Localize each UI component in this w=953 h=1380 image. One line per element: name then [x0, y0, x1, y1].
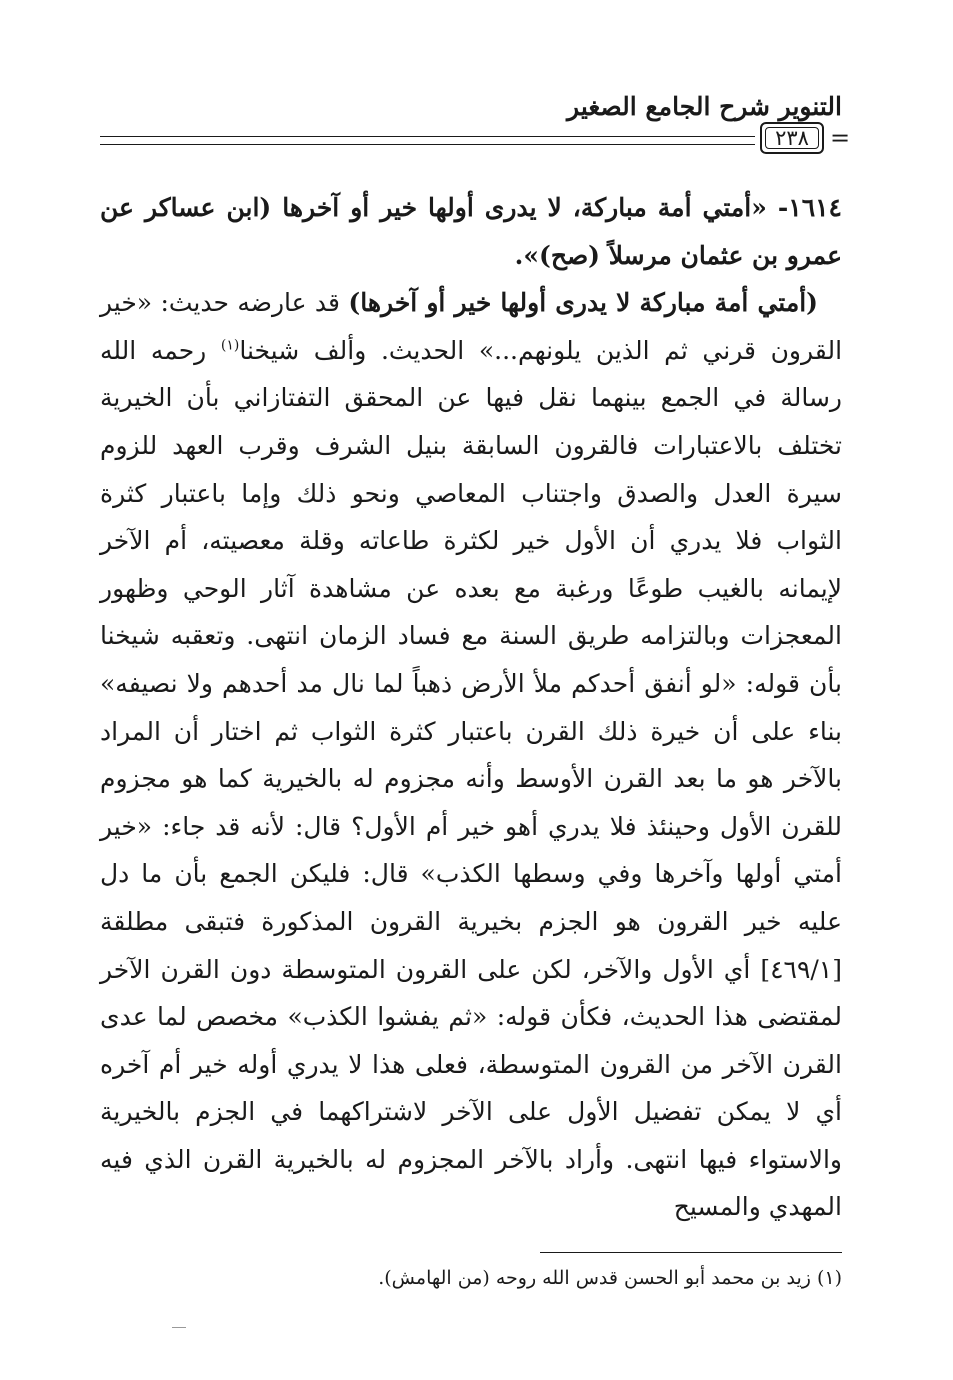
running-title: التنوير شرح الجامع الصغير — [567, 92, 842, 121]
page-number: ٢٣٨ — [775, 126, 809, 150]
hadith-text: «أمتي أمة مباركة، لا يدرى أولها خير أو آخرها (ابن عساكر عن عمرو بن عثمان مرسلاً (صح)». — [100, 193, 842, 270]
page-number-box — [760, 122, 824, 154]
commentary-paragraph — [100, 279, 842, 1231]
commentary-part-2: رحمه الله رسالة في الجمع بينهما نقل فيها عن المحقق التفتازاني بأن الخيرية تختلف بالاعتبارات فالقرون السابقة بنيل الشرف وقرب العهد للزوم سيرة العدل والصدق واجتناب المعاصي ونحو ذلك وإما باعتبار كثرة الثواب فلا يدري أن الأول خير لكثرة طاعاته وقلة معصيته، أم الآخر لإيمانه بالغيب طوعًا ورغبة مع بعده عن مشاهدة آثار الوحي وظهور المعجزات وبالتزامه طريق السنة مع فساد الزمان انتهى. وتعقبه شيخنا بأن قوله: «لو أنفق أحدكم ملأ الأرض ذهباً لما نال مد أحدهم ولا نصيفه» بناء على أن خيرة ذلك القرن باعتبار كثرة الثواب ثم اختار أن المراد بالآخر هو ما بعد القرن الأوسط وأنه مجزوم له بالخيرية كما هو مجزوم للقرن الأول وحينئذ فلا يدري أهو خير أم الأول؟ قال: لأنه قد جاء: «خير أمتي أولها وآخرها وفي وسطها الكذب» قال: فليكن الجمع بأن ما دل عليه خير القرون هو الجزم بخيرية القرون المذكورة فتبقى مطلقة [٤٦٩/١] أي الأول والآخر، لكن على القرون المتوسطة دون القرن الآخر لمقتضى هذا الحديث، فكأن قوله: «ثم يفشوا الكذب» مخصص لما عدى القرن الآخر من القرون المتوسطة، فعلى هذا لا يدري أوله خير أم آخره أي لا يمكن تفضيل الأول على الآخر لاشتراكهما في الجزم بالخيرية والاستواء فيها انتهى. وأراد بالآخر المجزوم له بالخيرية القرن الذي فيه المهدي والمسيح — [100, 335, 842, 1222]
main-text — [100, 184, 842, 1231]
page-header — [100, 92, 851, 172]
hadith-number: ١٦١٤- — [777, 193, 842, 222]
footnote-reference[interactable]: (١) — [220, 337, 240, 354]
header-rule-bottom — [100, 144, 755, 145]
commentary-lemma: (أمتي أمة مباركة لا يدرى أولها خير أو آخرها) — [348, 288, 818, 318]
hadith-entry — [100, 184, 842, 279]
scan-speck — [172, 1327, 186, 1328]
header-rule-top — [100, 136, 755, 137]
footnote-separator — [540, 1252, 842, 1253]
header-equals-mark: = — [830, 124, 851, 152]
footnote: (١) زيد بن محمد أبو الحسن قدس الله روحه (من الهامش). — [378, 1267, 842, 1289]
commentary-part-1: قد عارضه حديث: «خير القرون قرني ثم الذين يلونهم...» الحديث. وألف شيخنا — [100, 288, 843, 365]
